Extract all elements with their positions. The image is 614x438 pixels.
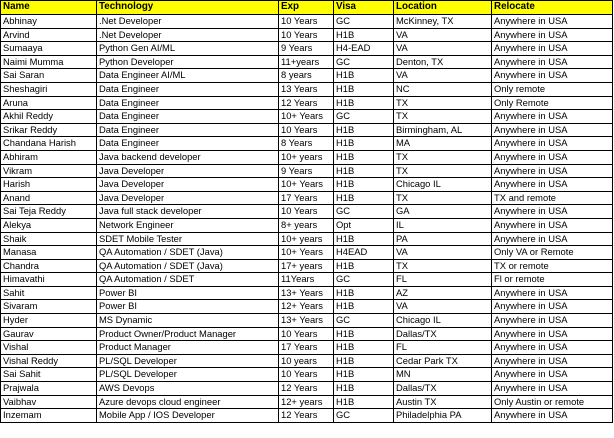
cell-location: TX [394, 96, 492, 110]
table-row [1, 286, 613, 300]
cell-location: Dallas/TX [394, 327, 492, 341]
cell-exp: 10+ years [279, 150, 334, 164]
cell-relocate: Anywhere in USA [492, 42, 613, 56]
cell-relocate: Only remote [492, 82, 613, 96]
cell-location: IL [394, 218, 492, 232]
cell-technology: QA Automation / SDET (Java) [97, 246, 279, 260]
table-row [1, 15, 613, 29]
cell-name: Hyder [1, 314, 97, 328]
table-row [1, 368, 613, 382]
cell-exp: 11+years [279, 55, 334, 69]
column-header-visa: Visa [334, 1, 394, 15]
cell-exp: 12 Years [279, 382, 334, 396]
cell-technology: Product Owner/Product Manager [97, 327, 279, 341]
cell-relocate: Anywhere in USA [492, 382, 613, 396]
cell-visa: H1B [334, 232, 394, 246]
cell-relocate: Anywhere in USA [492, 232, 613, 246]
cell-exp: 13+ Years [279, 314, 334, 328]
cell-technology: Data Engineer [97, 82, 279, 96]
cell-technology: .Net Developer [97, 15, 279, 29]
cell-relocate: Anywhere in USA [492, 205, 613, 219]
table-row [1, 28, 613, 42]
cell-visa: H1B [334, 82, 394, 96]
cell-visa: H1B [334, 123, 394, 137]
cell-visa: H1B [334, 395, 394, 409]
cell-name: Shaik [1, 232, 97, 246]
cell-technology: .Net Developer [97, 28, 279, 42]
cell-exp: 13+ Years [279, 286, 334, 300]
cell-name: Chandana Harish [1, 137, 97, 151]
cell-name: Harish [1, 178, 97, 192]
cell-name: Vishal [1, 341, 97, 355]
cell-relocate: Anywhere in USA [492, 123, 613, 137]
cell-relocate: Anywhere in USA [492, 137, 613, 151]
cell-relocate: Only Remote [492, 96, 613, 110]
cell-name: Manasa [1, 246, 97, 260]
cell-exp: 10+ Years [279, 246, 334, 260]
cell-location: TX [394, 110, 492, 124]
table-row [1, 178, 613, 192]
cell-visa: H1B [334, 327, 394, 341]
cell-visa: H4-EAD [334, 42, 394, 56]
cell-name: Srikar Reddy [1, 123, 97, 137]
cell-exp: 8 years [279, 69, 334, 83]
cell-visa: H1B [334, 341, 394, 355]
cell-name: Sumaaya [1, 42, 97, 56]
cell-exp: 13 Years [279, 82, 334, 96]
cell-visa: H1B [334, 178, 394, 192]
table-row [1, 110, 613, 124]
cell-technology: Python Gen AI/ML [97, 42, 279, 56]
cell-name: Vaibhav [1, 395, 97, 409]
cell-technology: Data Engineer [97, 123, 279, 137]
cell-location: GA [394, 205, 492, 219]
cell-visa: H1B [334, 69, 394, 83]
cell-exp: 10 Years [279, 28, 334, 42]
cell-relocate: Anywhere in USA [492, 286, 613, 300]
table-row [1, 69, 613, 83]
cell-location: Chicago IL [394, 314, 492, 328]
cell-technology: Power BI [97, 286, 279, 300]
cell-visa: GC [334, 15, 394, 29]
table-row [1, 341, 613, 355]
cell-technology: QA Automation / SDET (Java) [97, 259, 279, 273]
cell-name: Abhinay [1, 15, 97, 29]
cell-technology: Mobile App / IOS Developer [97, 409, 279, 423]
cell-visa: H1B [334, 28, 394, 42]
cell-name: Aruna [1, 96, 97, 110]
cell-visa: Opt [334, 218, 394, 232]
table-row [1, 42, 613, 56]
cell-technology: Network Engineer [97, 218, 279, 232]
cell-name: Akhil Reddy [1, 110, 97, 124]
cell-name: Prajwala [1, 382, 97, 396]
cell-name: Sahit [1, 286, 97, 300]
cell-visa: H1B [334, 96, 394, 110]
cell-location: VA [394, 246, 492, 260]
cell-visa: H1B [334, 354, 394, 368]
cell-name: Sheshagiri [1, 82, 97, 96]
cell-relocate: Anywhere in USA [492, 28, 613, 42]
table-row [1, 205, 613, 219]
table-row [1, 354, 613, 368]
cell-exp: 10 Years [279, 368, 334, 382]
cell-relocate: Anywhere in USA [492, 164, 613, 178]
cell-location: VA [394, 42, 492, 56]
cell-name: Alekya [1, 218, 97, 232]
cell-relocate: Only VA or Remote [492, 246, 613, 260]
cell-location: Denton, TX [394, 55, 492, 69]
cell-name: Vishal Reddy [1, 354, 97, 368]
table-row [1, 259, 613, 273]
cell-relocate: Fl or remote [492, 273, 613, 287]
cell-exp: 10 years [279, 354, 334, 368]
cell-location: MN [394, 368, 492, 382]
cell-relocate: Anywhere in USA [492, 327, 613, 341]
cell-location: FL [394, 341, 492, 355]
cell-technology: Data Engineer [97, 110, 279, 124]
cell-visa: H1B [334, 150, 394, 164]
cell-name: Sai Teja Reddy [1, 205, 97, 219]
cell-location: NC [394, 82, 492, 96]
cell-exp: 17+ years [279, 259, 334, 273]
cell-visa: H1B [334, 259, 394, 273]
table-row [1, 232, 613, 246]
cell-name: Arvind [1, 28, 97, 42]
table-row [1, 273, 613, 287]
table-row [1, 395, 613, 409]
cell-name: Chandra [1, 259, 97, 273]
cell-location: MA [394, 137, 492, 151]
cell-exp: 10 Years [279, 123, 334, 137]
table-row [1, 164, 613, 178]
table-row [1, 82, 613, 96]
cell-technology: Java Developer [97, 191, 279, 205]
cell-visa: H1B [334, 300, 394, 314]
cell-location: Philadelphia PA [394, 409, 492, 423]
cell-relocate: Anywhere in USA [492, 409, 613, 423]
table-row [1, 96, 613, 110]
cell-exp: 8 Years [279, 137, 334, 151]
table-row [1, 409, 613, 423]
cell-location: AZ [394, 286, 492, 300]
cell-visa: GC [334, 55, 394, 69]
cell-visa: GC [334, 110, 394, 124]
cell-location: TX [394, 164, 492, 178]
cell-relocate: Anywhere in USA [492, 150, 613, 164]
cell-relocate: TX or remote [492, 259, 613, 273]
table-row [1, 191, 613, 205]
cell-technology: QA Automation / SDET [97, 273, 279, 287]
cell-exp: 10 Years [279, 15, 334, 29]
cell-relocate: Anywhere in USA [492, 300, 613, 314]
cell-technology: SDET Mobile Tester [97, 232, 279, 246]
cell-technology: Java Developer [97, 178, 279, 192]
cell-relocate: Anywhere in USA [492, 218, 613, 232]
cell-location: TX [394, 150, 492, 164]
cell-visa: GC [334, 205, 394, 219]
cell-exp: 9 Years [279, 164, 334, 178]
header-row [1, 1, 613, 15]
table-row [1, 382, 613, 396]
cell-location: VA [394, 69, 492, 83]
cell-technology: PL/SQL Developer [97, 354, 279, 368]
cell-technology: AWS Devops [97, 382, 279, 396]
cell-technology: Python Developer [97, 55, 279, 69]
cell-visa: GC [334, 409, 394, 423]
cell-relocate: Anywhere in USA [492, 341, 613, 355]
cell-name: Sivaram [1, 300, 97, 314]
column-header-relocate: Relocate [492, 1, 613, 15]
cell-technology: Java backend developer [97, 150, 279, 164]
cell-location: PA [394, 232, 492, 246]
cell-exp: 10 Years [279, 205, 334, 219]
cell-name: Himavathi [1, 273, 97, 287]
cell-location: McKinney, TX [394, 15, 492, 29]
cell-technology: Java full stack developer [97, 205, 279, 219]
cell-location: VA [394, 300, 492, 314]
cell-name: Sai Sahit [1, 368, 97, 382]
cell-exp: 12 Years [279, 96, 334, 110]
cell-exp: 10 Years [279, 327, 334, 341]
table-row [1, 246, 613, 260]
cell-name: Sai Saran [1, 69, 97, 83]
cell-exp: 12 Years [279, 409, 334, 423]
cell-exp: 9 Years [279, 42, 334, 56]
cell-name: Anand [1, 191, 97, 205]
table-row [1, 327, 613, 341]
cell-name: Abhiram [1, 150, 97, 164]
cell-visa: GC [334, 273, 394, 287]
cell-location: VA [394, 28, 492, 42]
cell-exp: 8+ years [279, 218, 334, 232]
table-row [1, 55, 613, 69]
cell-technology: Data Engineer AI/ML [97, 69, 279, 83]
cell-visa: H1B [334, 164, 394, 178]
cell-exp: 17 Years [279, 191, 334, 205]
cell-technology: Java Developer [97, 164, 279, 178]
cell-relocate: Anywhere in USA [492, 368, 613, 382]
cell-visa: H1B [334, 286, 394, 300]
cell-location: TX [394, 259, 492, 273]
cell-technology: Data Engineer [97, 137, 279, 151]
cell-visa: H4EAD [334, 246, 394, 260]
cell-visa: H1B [334, 368, 394, 382]
cell-technology: Power BI [97, 300, 279, 314]
cell-exp: 10+ Years [279, 178, 334, 192]
cell-technology: Product Manager [97, 341, 279, 355]
cell-location: FL [394, 273, 492, 287]
cell-visa: H1B [334, 191, 394, 205]
cell-location: Austin TX [394, 395, 492, 409]
cell-location: TX [394, 191, 492, 205]
column-header-location: Location [394, 1, 492, 15]
column-header-exp: Exp [279, 1, 334, 15]
cell-location: Birmingham, AL [394, 123, 492, 137]
cell-name: Naimi Mumma [1, 55, 97, 69]
cell-exp: 12+ Years [279, 300, 334, 314]
cell-technology: PL/SQL Developer [97, 368, 279, 382]
cell-location: Chicago IL [394, 178, 492, 192]
cell-relocate: Anywhere in USA [492, 110, 613, 124]
cell-relocate: Anywhere in USA [492, 69, 613, 83]
cell-relocate: Only Austin or remote [492, 395, 613, 409]
table-row [1, 300, 613, 314]
column-header-technology: Technology [97, 1, 279, 15]
cell-relocate: Anywhere in USA [492, 178, 613, 192]
cell-relocate: Anywhere in USA [492, 354, 613, 368]
column-header-name: Name [1, 1, 97, 15]
cell-name: Vikram [1, 164, 97, 178]
table-row [1, 123, 613, 137]
cell-technology: Azure devops cloud engineer [97, 395, 279, 409]
cell-relocate: Anywhere in USA [492, 55, 613, 69]
table-row [1, 137, 613, 151]
cell-technology: Data Engineer [97, 96, 279, 110]
cell-location: Dallas/TX [394, 382, 492, 396]
cell-visa: H1B [334, 137, 394, 151]
cell-exp: 12+ years [279, 395, 334, 409]
table-row [1, 218, 613, 232]
cell-visa: GC [334, 314, 394, 328]
cell-visa: H1B [334, 382, 394, 396]
cell-exp: 10+ years [279, 232, 334, 246]
cell-technology: MS Dynamic [97, 314, 279, 328]
table-row [1, 150, 613, 164]
cell-exp: 17 Years [279, 341, 334, 355]
cell-relocate: Anywhere in USA [492, 15, 613, 29]
cell-exp: 11Years [279, 273, 334, 287]
cell-location: Cedar Park TX [394, 354, 492, 368]
cell-exp: 10+ Years [279, 110, 334, 124]
cell-name: Gaurav [1, 327, 97, 341]
cell-relocate: TX and remote [492, 191, 613, 205]
cell-relocate: Anywhere in USA [492, 314, 613, 328]
cell-name: Inzemam [1, 409, 97, 423]
table-row [1, 314, 613, 328]
